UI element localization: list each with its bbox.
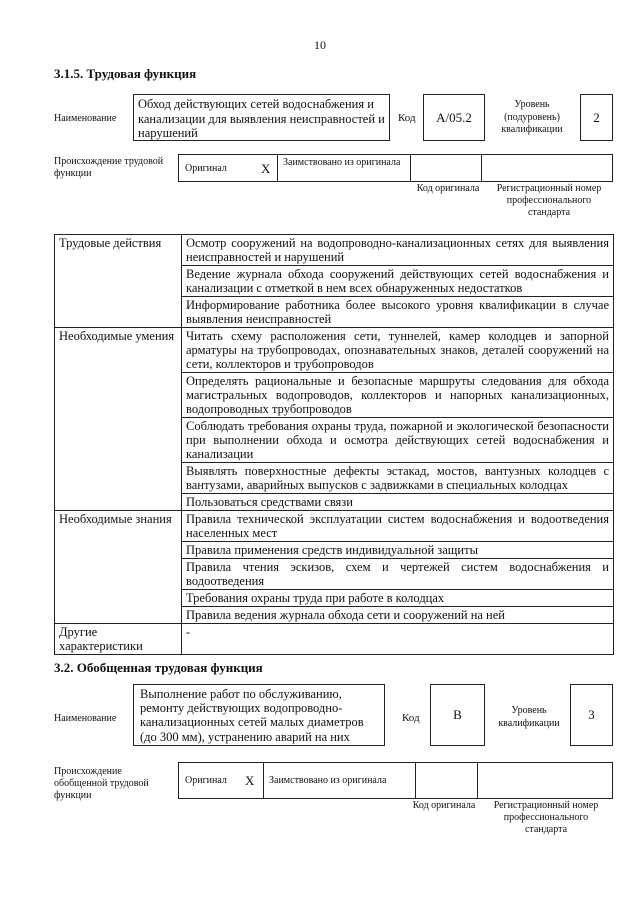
table-cell: Правила применения средств индивидуальной защиты xyxy=(182,542,614,559)
original-label-2: Оригинал xyxy=(185,775,227,786)
table-cell: - xyxy=(182,624,614,655)
table-cell: Правила чтения эскизов, схем и чертежей систем водоснабжения и водоотведения xyxy=(182,559,614,590)
code-label-2: Код xyxy=(402,712,420,724)
function-name-2: Выполнение работ по обслуживанию, ремонту действующих водопроводно-канализационных сетей малых диаметров (до 300 мм), устранению аварий на них xyxy=(140,687,364,744)
function-name-box-2 xyxy=(133,684,385,746)
table-cell: Осмотр сооружений на водопроводно-канализационных сетях для выявления неисправностей и нарушений xyxy=(182,235,614,266)
table-cell: Требования охраны труда при работе в колодцах xyxy=(182,590,614,607)
code-label: Код xyxy=(398,112,416,124)
table-cell: Пользоваться средствами связи xyxy=(182,494,614,511)
reg-number-label-2: Регистрационный номер профессионального стандарта xyxy=(493,800,599,835)
table-cell: Ведение журнала обхода сооружений действующих сетей водоснабжения и канализации с отметкой в нем всех обнаруженных недостатков xyxy=(182,266,614,297)
origin-label: Происхождение трудовой функции xyxy=(54,156,164,179)
original-label: Оригинал xyxy=(185,163,227,174)
code-box xyxy=(423,94,485,141)
table-cell: Выявлять поверхностные дефекты эстакад, мостов, вантузных колодцев с вантузами, аварийных выпусков с задвижками в специальных колодцах xyxy=(182,463,614,494)
borrowed-label-2: Заимствовано из оригинала xyxy=(269,775,387,786)
row-label-knowledge: Необходимые знания xyxy=(55,511,182,624)
origin-box-2 xyxy=(178,762,613,799)
level-value: 2 xyxy=(593,109,600,125)
table-cell: Правила технической эксплуатации систем водоснабжения и водоотведения населенных мест xyxy=(182,511,614,542)
name-label: Наименование xyxy=(54,113,117,124)
row-label-skills: Необходимые умения xyxy=(55,328,182,511)
table-cell: Правила ведения журнала обхода сети и сооружений на ней xyxy=(182,607,614,624)
name-label-2: Наименование xyxy=(54,713,117,724)
code-box-2 xyxy=(430,684,485,746)
function-name-box xyxy=(133,94,390,141)
reg-number-label: Регистрационный номер профессионального стандарта xyxy=(496,183,602,218)
level-label: Уровень (подуровень) квалификации xyxy=(501,99,563,135)
table-cell: Информирование работника более высокого уровня квалификации в случае выявления неисправностей xyxy=(182,297,614,328)
table-cell: Читать схему расположения сети, туннелей, камер колодцев и запорной арматуры на трубопроводах, опознавательных знаков, деталей сооружений на сети, коллекторов и трубопроводов xyxy=(182,328,614,373)
code-original-label-2: Код оригинала xyxy=(412,800,476,811)
function-table xyxy=(54,234,614,655)
original-mark: X xyxy=(261,161,271,176)
row-label-other: Другие характеристики xyxy=(55,624,182,655)
section2-heading: 3.2. Обобщенная трудовая функция xyxy=(54,660,263,675)
origin-label-2: Происхождение обобщенной трудовой функции xyxy=(54,766,149,801)
original-mark-2: X xyxy=(245,773,255,788)
level-box xyxy=(580,94,613,141)
page-number: 10 xyxy=(314,38,326,52)
origin-box xyxy=(178,154,613,182)
level-box-2 xyxy=(570,684,613,746)
table-cell: Соблюдать требования охраны труда, пожарной и экологической безопасности при выполнении обхода и осмотра действующих сетей водоснабжения и канализации xyxy=(182,418,614,463)
code-original-label: Код оригинала xyxy=(416,183,480,194)
table-cell: Определять рациональные и безопасные маршруты следования для обхода магистральных водопроводов, коллекторов и напорных канализационных, водопроводных трубопроводов xyxy=(182,373,614,418)
function-name: Обход действующих сетей водоснабжения и канализации для выявления неисправностей и нарушений xyxy=(138,97,385,140)
row-label-actions: Трудовые действия xyxy=(55,235,182,328)
borrowed-label: Заимствовано из оригинала xyxy=(283,157,401,168)
code-value-2: B xyxy=(453,707,462,722)
code-value: A/05.2 xyxy=(436,109,472,125)
level-value-2: 3 xyxy=(588,707,595,722)
level-label-2: Уровень квалификации xyxy=(498,705,560,729)
section-heading: 3.1.5. Трудовая функция xyxy=(54,66,197,81)
